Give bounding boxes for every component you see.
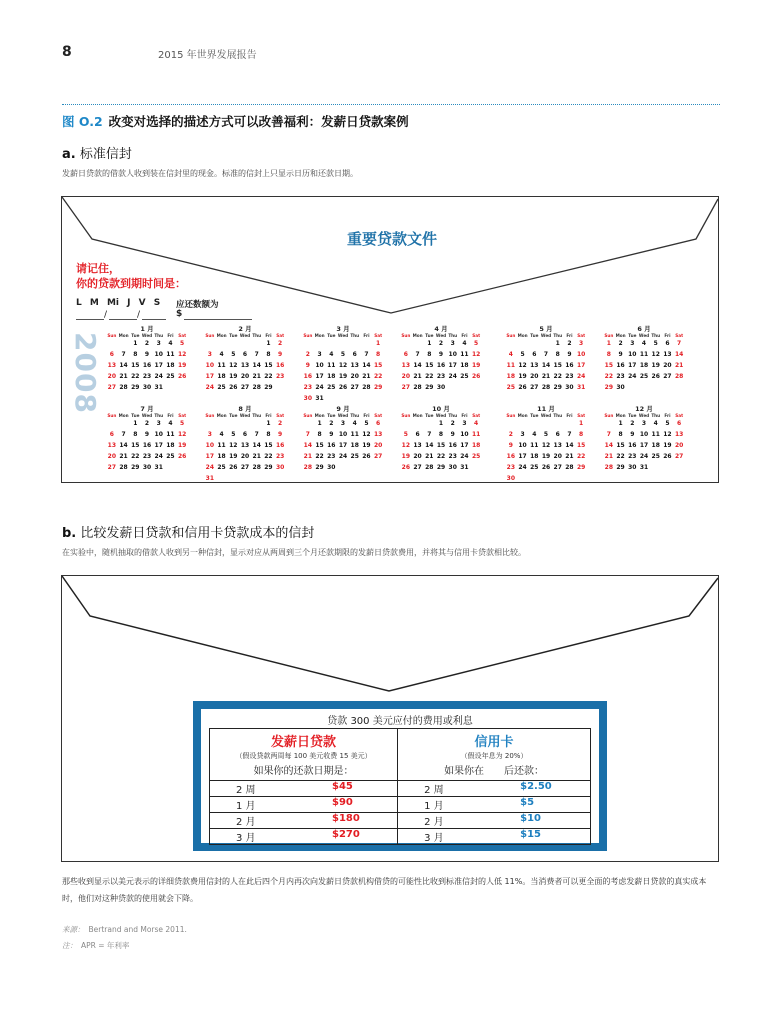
table-row — [210, 829, 591, 845]
period: 3 月 — [236, 833, 256, 844]
month-name: 9 月 — [336, 405, 350, 413]
month-calendar — [603, 324, 685, 393]
card-cost: $5 — [520, 797, 535, 808]
page-number: 8 — [62, 44, 72, 60]
payday-heading: 发薪日贷款 — [271, 735, 337, 750]
important-document-heading: 重要贷款文件 — [347, 230, 438, 248]
table-row — [210, 781, 591, 797]
weekday-header: Sun Mon Tue Wed Thu Fri Sat — [506, 413, 586, 418]
source-label: 来源： — [62, 925, 85, 934]
month-calendar — [204, 404, 286, 484]
month-calendar — [204, 324, 286, 393]
month-name: 2 月 — [238, 325, 252, 333]
date-slash: / — [137, 310, 141, 320]
month-calendar — [603, 404, 685, 473]
day-grid: 1 2 3 4 5 6 7 8 9 10 11 12 13 14 15 16 17 18 19 20 21 22 23 24 25 26 27 28 29 30 31 — [303, 340, 383, 402]
payday-question: 如果你的还款日期是： — [253, 766, 354, 777]
dollar-sign: $ — [176, 309, 183, 319]
section-b-label: b. — [62, 526, 77, 541]
weekday-header: Sun Mon Tue Wed Thu Fri Sat — [604, 333, 684, 338]
section-a-label: a. — [62, 147, 76, 162]
month-calendar — [505, 404, 587, 484]
note-line — [62, 940, 129, 951]
payday-cost: $270 — [332, 829, 360, 840]
weekday-header: Sun Mon Tue Wed Thu Fri Sat — [205, 413, 285, 418]
period: 2 月 — [424, 817, 444, 828]
date-blank-day — [76, 319, 104, 320]
month-name: 1 月 — [140, 325, 154, 333]
day-grid: 1 2 3 4 5 6 7 8 9 10 11 12 13 14 15 16 17 18 19 20 21 22 23 24 25 26 27 28 29 30 — [303, 420, 383, 471]
cost-box-title: 贷款 300 美元应付的费用或利息 — [327, 716, 473, 727]
period: 2 周 — [236, 785, 256, 796]
payday-assumption: （假设贷款两周每 100 美元收费 15 美元） — [235, 752, 372, 760]
month-name: 11 月 — [537, 405, 555, 413]
figure-number: 图 O.2 — [62, 114, 103, 129]
card-cost: $15 — [520, 829, 541, 840]
weekday-header: Sun Mon Tue Wed Thu Fri Sat — [303, 413, 383, 418]
note-text: APR = 年利率 — [81, 941, 130, 950]
source-line — [62, 924, 187, 935]
month-calendar — [400, 404, 482, 473]
day-grid: 1 2 3 4 5 6 7 8 9 10 11 12 13 14 15 16 17 18 19 20 21 22 23 24 25 26 27 28 29 30 31 — [107, 340, 187, 391]
month-calendar — [106, 404, 188, 473]
figure-title-text: 改变对选择的描述方式可以改善福利：发薪日贷款案例 — [108, 114, 409, 129]
day-grid: 1 2 3 4 5 6 7 8 9 10 11 12 13 14 15 16 17 18 19 20 21 22 23 24 25 26 27 28 29 30 31 — [107, 420, 187, 471]
month-name: 7 月 — [140, 405, 154, 413]
date-slash: / — [104, 310, 108, 320]
section-a-caption: 发薪日贷款的借款人收到装在信封里的现金。标准的信封上只显示日历和还款日期。 — [62, 169, 358, 178]
month-name: 4 月 — [434, 325, 448, 333]
weekday-header: Sun Mon Tue Wed Thu Fri Sat — [205, 333, 285, 338]
section-a-title: 标准信封 — [79, 147, 132, 162]
month-calendar — [505, 324, 587, 393]
dotted-divider — [62, 104, 720, 105]
period: 1 月 — [236, 801, 256, 812]
cost-table — [209, 728, 591, 845]
day-grid: 1 2 3 4 5 6 7 8 9 10 11 12 13 14 15 16 17 18 19 20 21 22 23 24 25 26 27 28 29 30 — [506, 420, 586, 482]
figure-title — [62, 112, 409, 130]
amount-due-label: 应还数额为 — [176, 300, 219, 310]
credit-card-question: 如果你在 后还款： — [444, 766, 545, 777]
payday-cost: $45 — [332, 781, 353, 792]
month-name: 10 月 — [432, 405, 450, 413]
comparison-envelope — [61, 575, 719, 862]
year-watermark: 2008 — [69, 332, 102, 414]
section-b-heading — [62, 522, 314, 541]
period: 3 月 — [424, 833, 444, 844]
weekday-abbrev: L M Mi J V S — [76, 298, 161, 308]
credit-card-heading: 信用卡 — [474, 735, 514, 750]
month-name: 3 月 — [336, 325, 350, 333]
day-grid: 1 2 3 4 5 6 7 8 9 10 11 12 13 14 15 16 17 18 19 20 21 22 23 24 25 26 27 28 29 30 31 — [205, 420, 285, 482]
day-grid: 1 2 3 4 5 6 7 8 9 10 11 12 13 14 15 16 17 18 19 20 21 22 23 24 25 26 27 28 29 30 — [604, 340, 684, 391]
amount-blank — [184, 319, 252, 320]
section-a-heading — [62, 143, 132, 162]
table-row — [210, 813, 591, 829]
weekday-header: Sun Mon Tue Wed Thu Fri Sat — [401, 413, 481, 418]
weekday-header: Sun Mon Tue Wed Thu Fri Sat — [303, 333, 383, 338]
payday-cost: $90 — [332, 797, 353, 808]
body-paragraph: 那些收到显示以美元表示的详细贷款费用信封的人在此后四个月内再次向发薪日贷款机构借贷的可能性比收到标准信封的人低 11%。当消费者可以更全面的考虑发薪日贷款的真实成本时，他们对这种贷款的使用就会下降。 — [62, 877, 707, 903]
weekday-header: Sun Mon Tue Wed Thu Fri Sat — [604, 413, 684, 418]
period: 2 周 — [424, 785, 444, 796]
envelope-flap-icon — [62, 576, 718, 696]
month-calendar — [302, 404, 384, 473]
weekday-header: Sun Mon Tue Wed Thu Fri Sat — [107, 413, 187, 418]
card-cost: $2.50 — [520, 781, 552, 792]
month-calendar — [106, 324, 188, 393]
period: 2 月 — [236, 817, 256, 828]
card-cost: $10 — [520, 813, 541, 824]
reminder-line-1: 请记住， — [76, 262, 120, 275]
source-text: Bertrand and Morse 2011. — [88, 925, 187, 934]
day-grid: 1 2 3 4 5 6 7 8 9 10 11 12 13 14 15 16 17 18 19 20 21 22 23 24 25 26 27 28 29 30 31 — [604, 420, 684, 471]
day-grid: 1 2 3 4 5 6 7 8 9 10 11 12 13 14 15 16 17 18 19 20 21 22 23 24 25 26 27 28 29 — [205, 340, 285, 391]
date-blank-month — [109, 319, 137, 320]
table-row — [210, 797, 591, 813]
month-name: 12 月 — [635, 405, 653, 413]
payday-cost: $180 — [332, 813, 360, 824]
period: 1 月 — [424, 801, 444, 812]
note-label: 注： — [62, 941, 77, 950]
credit-card-header — [398, 729, 591, 781]
day-grid: 1 2 3 4 5 6 7 8 9 10 11 12 13 14 15 16 17 18 19 20 21 22 23 24 25 26 27 28 29 30 31 — [506, 340, 586, 391]
month-name: 8 月 — [238, 405, 252, 413]
reminder-line-2: 你的贷款到期时间是： — [76, 277, 186, 290]
due-reminder — [76, 261, 186, 291]
month-calendar — [302, 324, 384, 404]
month-calendar — [400, 324, 482, 393]
weekday-header: Sun Mon Tue Wed Thu Fri Sat — [506, 333, 586, 338]
day-grid: 1 2 3 4 5 6 7 8 9 10 11 12 13 14 15 16 17 18 19 20 21 22 23 24 25 26 27 28 29 30 — [401, 340, 481, 391]
month-name: 6 月 — [637, 325, 651, 333]
weekday-header: Sun Mon Tue Wed Thu Fri Sat — [401, 333, 481, 338]
standard-envelope — [61, 196, 719, 483]
payday-header — [210, 729, 398, 781]
section-b-title: 比较发薪日贷款和信用卡贷款成本的信封 — [80, 526, 315, 541]
section-b-caption: 在实验中，随机抽取的借款人收到另一种信封，显示对应从两周到三个月还款期限的发薪日贷款费用，并将其与信用卡贷款相比较。 — [62, 548, 526, 557]
cost-comparison-box — [193, 701, 607, 851]
day-grid: 1 2 3 4 5 6 7 8 9 10 11 12 13 14 15 16 17 18 19 20 21 22 23 24 25 26 27 28 29 30 31 — [401, 420, 481, 471]
weekday-header: Sun Mon Tue Wed Thu Fri Sat — [107, 333, 187, 338]
month-name: 5 月 — [539, 325, 553, 333]
credit-card-assumption: （假设年息为 20%） — [460, 752, 528, 760]
running-title: 2015 年世界发展报告 — [158, 50, 257, 61]
envelope-flap-icon — [62, 197, 718, 317]
date-blank-year — [142, 319, 166, 320]
